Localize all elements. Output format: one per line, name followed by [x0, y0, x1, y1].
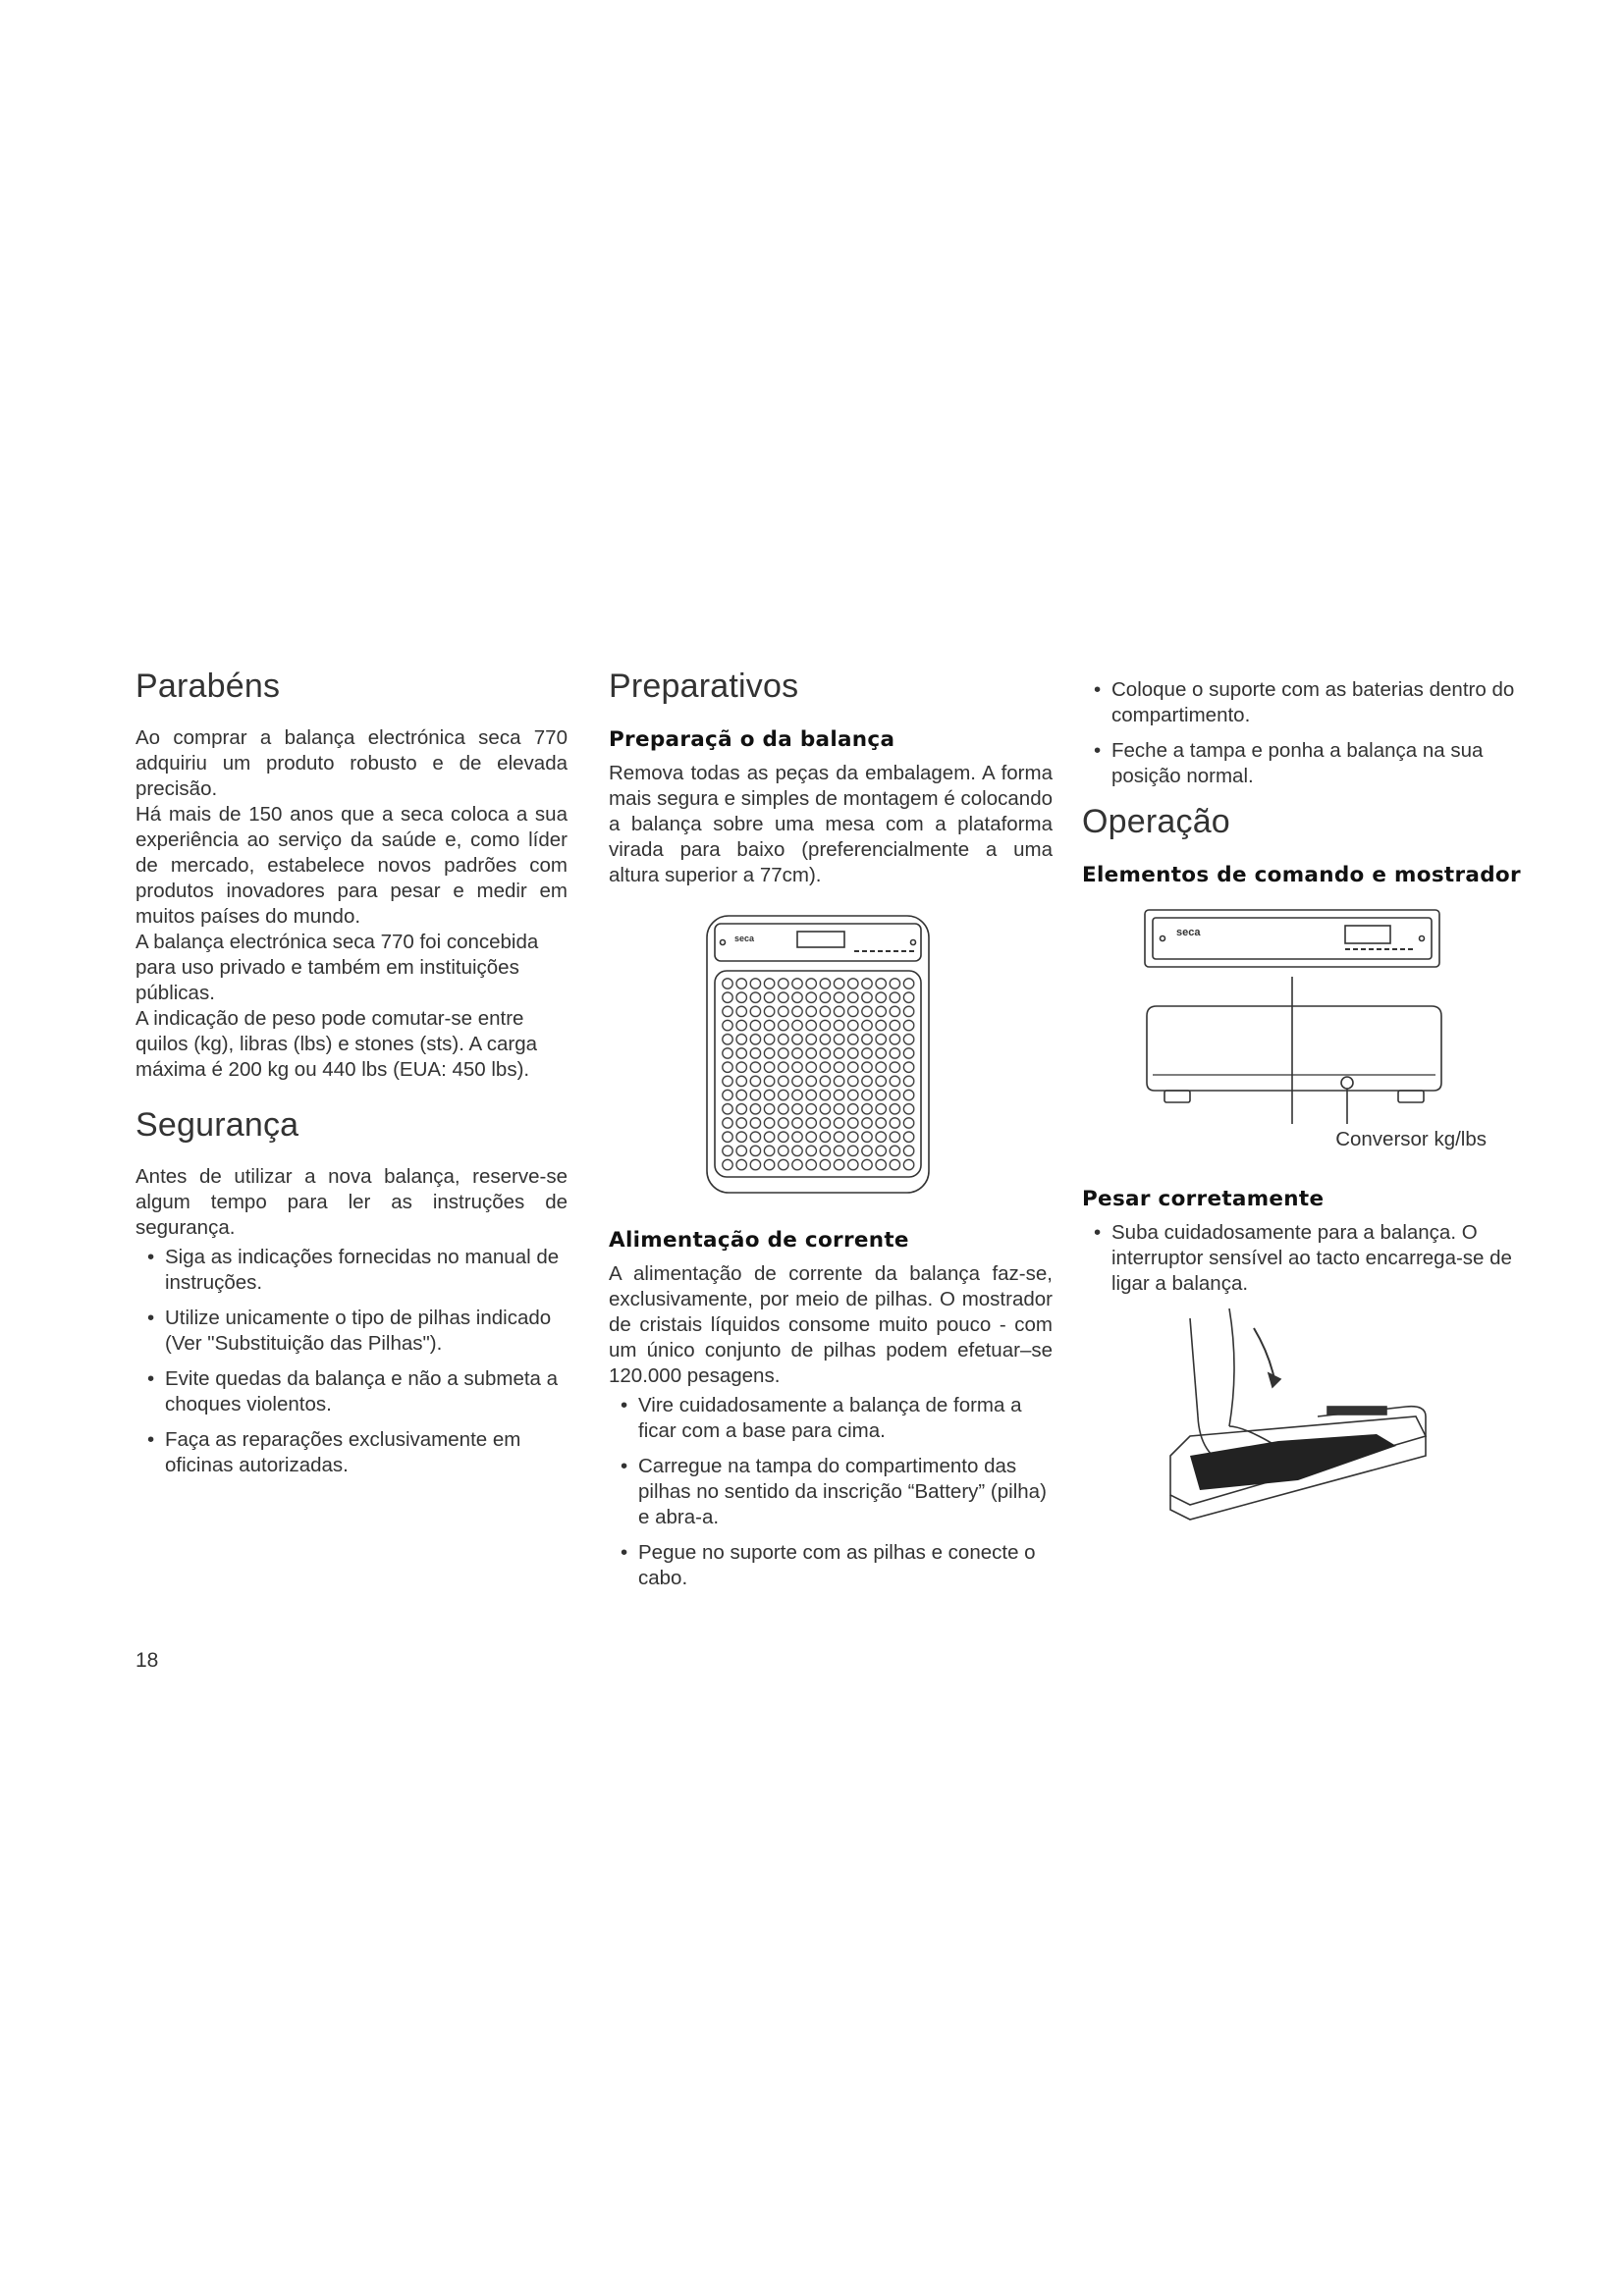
list-item: • Vire cuidadosamente a balança de forma a ficar com a base para cima.	[609, 1393, 1053, 1444]
column-1	[135, 667, 568, 1488]
scale-side-view-figure	[1082, 977, 1526, 1134]
display-logo: seca	[1176, 927, 1201, 938]
list-item: • Utilize unicamente o tipo de pilhas indicado (Ver "Substituição das Pilhas").	[135, 1306, 568, 1357]
scale-logo: seca	[734, 934, 755, 943]
list-item: • Suba cuidadosamente para a balança. O interruptor sensível ao tacto encarrega-se de ligar a balança.	[1082, 1220, 1526, 1297]
paragraph: Antes de utilizar a nova balança, reserve-se algum tempo para ler as instruções de segurança.	[135, 1165, 568, 1239]
battery-list	[609, 1393, 1053, 1591]
list-item: • Siga as indicações fornecidas no manual de instruções.	[135, 1245, 568, 1296]
subheading-elementos: Elementos de comando e mostrador	[1082, 863, 1521, 887]
subheading-pesar: Pesar corretamente	[1082, 1187, 1325, 1211]
foot-on-scale-figure	[1082, 1308, 1526, 1534]
page-number: 18	[135, 1649, 159, 1672]
paragraph: A indicação de peso pode comutar-se entre quilos (kg), libras (lbs) e stones (sts). A carga máxima é 200 kg ou 440 lbs (EUA: 450 lbs).	[135, 1007, 538, 1081]
list-item: • Coloque o suporte com as baterias dentro do compartimento.	[1082, 677, 1526, 728]
display-panel-figure	[1082, 904, 1526, 973]
paragraph: A alimentação de corrente da balança faz-se, exclusivamente, por meio de pilhas. O mostrador de cristais líquidos consome muito pouco - com um único conjunto de pilhas podem efetuar–se 120.000 pesagens.	[609, 1262, 1053, 1387]
heading-parabens: Parabéns	[135, 667, 281, 705]
subheading-preparacao: Preparaçã o da balança	[609, 727, 895, 752]
heading-seguranca: Segurança	[135, 1106, 299, 1144]
list-item: • Pegue no suporte com as pilhas e conecte o cabo.	[609, 1540, 1053, 1591]
heading-operacao: Operação	[1082, 803, 1230, 840]
subheading-alimentacao: Alimentação de corrente	[609, 1228, 909, 1253]
list-item: • Carregue na tampa do compartimento das pilhas no sentido da inscrição “Battery” (pilha) e abra-a.	[609, 1454, 1053, 1530]
paragraph: Há mais de 150 anos que a seca coloca a sua experiência ao serviço da saúde e, como líder de mercado, estabelece novos padrões com produtos inovadores para pesar e medir em muitos países do mundo.	[135, 803, 568, 928]
list-item: • Evite quedas da balança e não a submeta a choques violentos.	[135, 1366, 568, 1417]
list-item: • Feche a tampa e ponha a balança na sua posição normal.	[1082, 738, 1526, 789]
paragraph: Ao comprar a balança electrónica seca 770 adquiriu um produto robusto e de elevada precisão.	[135, 726, 568, 800]
converter-caption: Conversor kg/lbs	[1335, 1128, 1487, 1150]
column-3	[1082, 677, 1526, 1534]
battery-list-continued	[1082, 677, 1526, 789]
scale-top-view-figure	[609, 910, 1053, 1204]
list-item: • Faça as reparações exclusivamente em oficinas autorizadas.	[135, 1427, 568, 1478]
paragraph: A balança electrónica seca 770 foi concebida para uso privado e também em instituições públicas.	[135, 931, 539, 1004]
column-2	[609, 667, 1053, 1601]
safety-list	[135, 1245, 568, 1478]
paragraph: Remova todas as peças da embalagem. A forma mais segura e simples de montagem é colocando a balança sobre uma mesa com a plataforma virada para baixo (preferencialmente a uma altura superior a 77cm).	[609, 762, 1053, 886]
weighing-list	[1082, 1220, 1526, 1297]
heading-preparativos: Preparativos	[609, 667, 799, 705]
